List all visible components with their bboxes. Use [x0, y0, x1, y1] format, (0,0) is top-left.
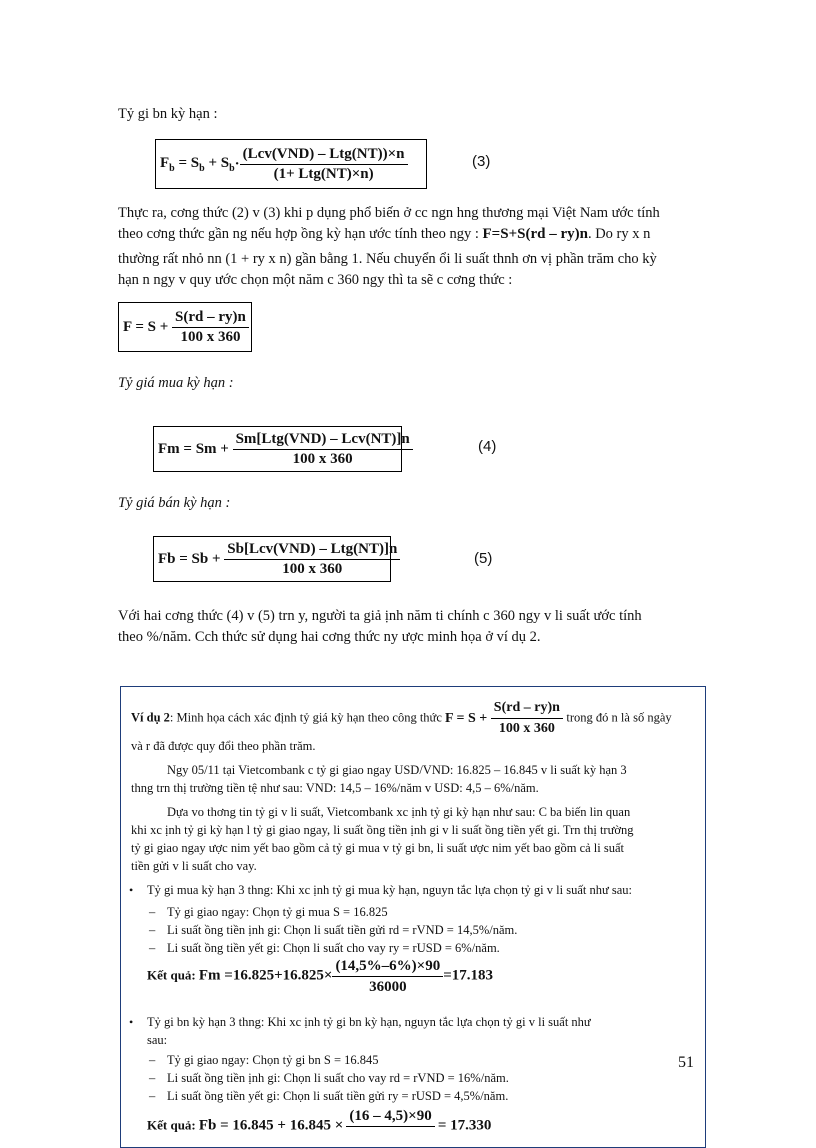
equation-3-box	[155, 139, 427, 189]
result1-lhs: Fm =16.825+16.825×	[198, 967, 333, 984]
example-formula-lhs: F = S +	[445, 710, 488, 726]
equation-4-number: (4)	[478, 438, 497, 455]
example-intro-text: : Minh họa cách xác định tỷ giá kỳ hạn theo công thức	[169, 710, 442, 725]
example-p1-line1: Ngy 05/11 tại Vietcombank c tỷ gi giao ngay USD/VND: 16.825 – 16.845 v li suất kỳ hạn 3	[167, 763, 627, 777]
result1-denominator: 36000	[369, 979, 407, 995]
simplified-denominator: 100 x 360	[180, 328, 241, 345]
example-intro-tail: trong đó n là số ngày	[566, 710, 672, 725]
para1-line2-text: theo cơng thức gần ng nếu hợp ồng kỳ hạn ước tính theo ngy :	[118, 226, 479, 242]
equation-4-box	[153, 426, 410, 472]
eq3-fraction	[240, 146, 408, 183]
para1-line3: thường rất nhỏ nn (1 + ry x n) gần bằng 1. Nếu chuyển ổi li suất thnh ơn vị phần trăm cho kỳ	[118, 251, 657, 267]
eq4-lhs: Fm = Sm +	[158, 440, 229, 457]
page-number: 51	[678, 1054, 694, 1071]
eq4-denominator: 100 x 360	[292, 450, 353, 467]
example-para1	[131, 761, 697, 779]
heading-buy-forward: Tỷ giá mua kỳ hạn :	[118, 375, 234, 391]
paragraph-2	[118, 606, 702, 648]
dash-icon: –	[149, 923, 156, 937]
result2-label: Kết quả:	[147, 1117, 196, 1133]
bullet1-dash3: Li suất ồng tiền yết gi: Chọn li suất cho vay ry = rUSD = 6%/năm.	[167, 941, 500, 955]
dash-icon: –	[149, 941, 156, 955]
example-formula	[445, 700, 566, 736]
example-p2-line1: Dựa vo thơng tin tỷ gi v li suất, Vietcombank xc ịnh tỷ gi kỳ hạn như sau: C ba biến lin quan	[167, 805, 631, 819]
eq4-fraction	[233, 431, 413, 468]
para1-line2	[118, 224, 698, 245]
dash-icon: –	[149, 1053, 156, 1067]
bullet2-dash1: Tỷ gi giao ngay: Chọn tỷ gi bn S = 16.845	[167, 1053, 379, 1067]
eq3-lhs: $F_b$	[160, 154, 175, 174]
example-p1-line2: thng trn thị trường tiền tệ như sau: VND: 14,5 – 16%/năm v USD: 4,5 – 6%/năm.	[131, 781, 539, 795]
example-formula-denominator: 100 x 360	[498, 721, 555, 736]
result1-numerator: (14,5%–6%)×90	[332, 957, 443, 977]
eq3-plus: + $S_b$	[208, 154, 235, 174]
result2-fraction	[346, 1107, 434, 1146]
dash-icon: –	[149, 1089, 156, 1103]
result1-label: Kết quả:	[147, 967, 196, 983]
para1-inline-formula: F=S+S(rd – ry)n	[482, 226, 588, 242]
example-p2-line3: tỷ gi giao ngay ược nim yết bao gồm cả tỷ gi mua v tỷ gi bn, li suất ược nim yết bao gồm cả li suất	[131, 841, 624, 855]
bullet2-dash3: Li suất ồng tiền yết gi: Chọn li suất tiền gửi ry = rUSD = 4,5%/năm.	[167, 1089, 509, 1103]
example-title: Ví dụ 2	[131, 710, 170, 725]
heading-sell-forward-2: Tỷ giá bán kỳ hạn :	[118, 495, 231, 511]
result2-denominator	[386, 1127, 396, 1146]
simplified-formula-box	[118, 302, 252, 352]
equation-5-box	[153, 536, 398, 582]
result-2	[147, 1107, 697, 1146]
para1-line4: hạn n ngy v quy ước chọn một năm c 360 ngy thì ta sẽ c cơng thức :	[118, 272, 513, 288]
eq3-denominator: (1+ Ltg(NT)×n)	[273, 165, 374, 182]
example-box	[120, 686, 706, 1148]
example-p2-line2: khi xc ịnh tỷ gi kỳ hạn l tỷ gi giao ngay, li suất ồng tiền ịnh gi v li suất ồng tiền yết gi. Trn thị trường	[131, 823, 634, 837]
simplified-numerator: S(rd – ry)n	[172, 309, 249, 328]
bullet2-line1: Tỷ gi bn kỳ hạn 3 thng: Khi xc ịnh tỷ gi bn kỳ hạn, nguyn tắc lựa chọn tỷ gi v li suất như	[147, 1015, 591, 1029]
example-formula-numerator: S(rd – ry)n	[491, 699, 563, 719]
bullet-icon: •	[129, 1015, 134, 1029]
dash-icon: –	[149, 1071, 156, 1085]
equation-3-number: (3)	[472, 153, 491, 170]
bullet2-line2: sau:	[147, 1033, 168, 1047]
simplified-fraction	[172, 309, 249, 346]
paragraph-1	[118, 203, 698, 291]
bullet1-dash1: Tỷ gi giao ngay: Chọn tỷ gi mua S = 16.825	[167, 905, 388, 919]
eq5-denominator: 100 x 360	[282, 560, 343, 577]
bullet2-dash2: Li suất ồng tiền ịnh gi: Chọn li suất cho vay rd = rVND = 16%/năm.	[167, 1071, 509, 1085]
bullet1-text: Tỷ gi mua kỳ hạn 3 thng: Khi xc ịnh tỷ gi mua kỳ hạn, nguyn tắc lựa chọn tỷ gi v li suất như sau:	[147, 883, 633, 897]
result2-lhs: Fb = 16.845 + 16.845 ×	[198, 1117, 344, 1134]
bullet1-dash2: Li suất ồng tiền ịnh gi: Chọn li suất tiền gửi rd = rVND = 14,5%/năm.	[167, 923, 518, 937]
result1-value: =17.183	[443, 967, 494, 984]
eq4-numerator: Sm[Ltg(VND) – Lcv(NT)]n	[233, 431, 413, 450]
equation-5-number: (5)	[474, 550, 493, 567]
example-intro	[131, 699, 697, 738]
eq5-lhs: Fb = Sb +	[158, 550, 221, 567]
para1-line1: Thực ra, cơng thức (2) v (3) khi p dụng phổ biến ở cc ngn hng thương mại Việt Nam ước tính	[118, 205, 660, 221]
result2-numerator: (16 – 4,5)×90	[346, 1107, 434, 1127]
simplified-lhs: F = S +	[123, 318, 169, 335]
eq3-mid: = $S_b$	[178, 154, 205, 174]
result1-fraction	[332, 957, 443, 996]
result2-value: = 17.330	[437, 1117, 492, 1134]
eq5-fraction	[224, 541, 400, 578]
eq5-numerator: Sb[Lcv(VND) – Ltg(NT)]n	[224, 541, 400, 560]
para1-line2-tail: . Do ry x n	[587, 226, 651, 242]
eq3-dot: ·	[234, 155, 240, 172]
eq3-numerator: (Lcv(VND) – Ltg(NT))×n	[240, 146, 408, 165]
heading-sell-forward: Tỷ gi bn kỳ hạn :	[118, 106, 218, 122]
para2-line1: Với hai cơng thức (4) v (5) trn y, người ta giả ịnh năm ti chính c 360 ngy v li suất ước tính	[118, 608, 642, 624]
para2-line2: theo %/năm. Cch thức sử dụng hai cơng thức ny ược minh họa ở ví dụ 2.	[118, 629, 541, 645]
dash-icon: –	[149, 905, 156, 919]
bullet-icon: •	[129, 883, 134, 897]
example-p2-line4: tiền gửi v li suất cho vay.	[131, 859, 257, 873]
result-1	[147, 957, 697, 996]
example-intro-line2: và r đã được quy đổi theo phần trăm.	[131, 739, 316, 753]
example-formula-fraction	[491, 699, 563, 738]
